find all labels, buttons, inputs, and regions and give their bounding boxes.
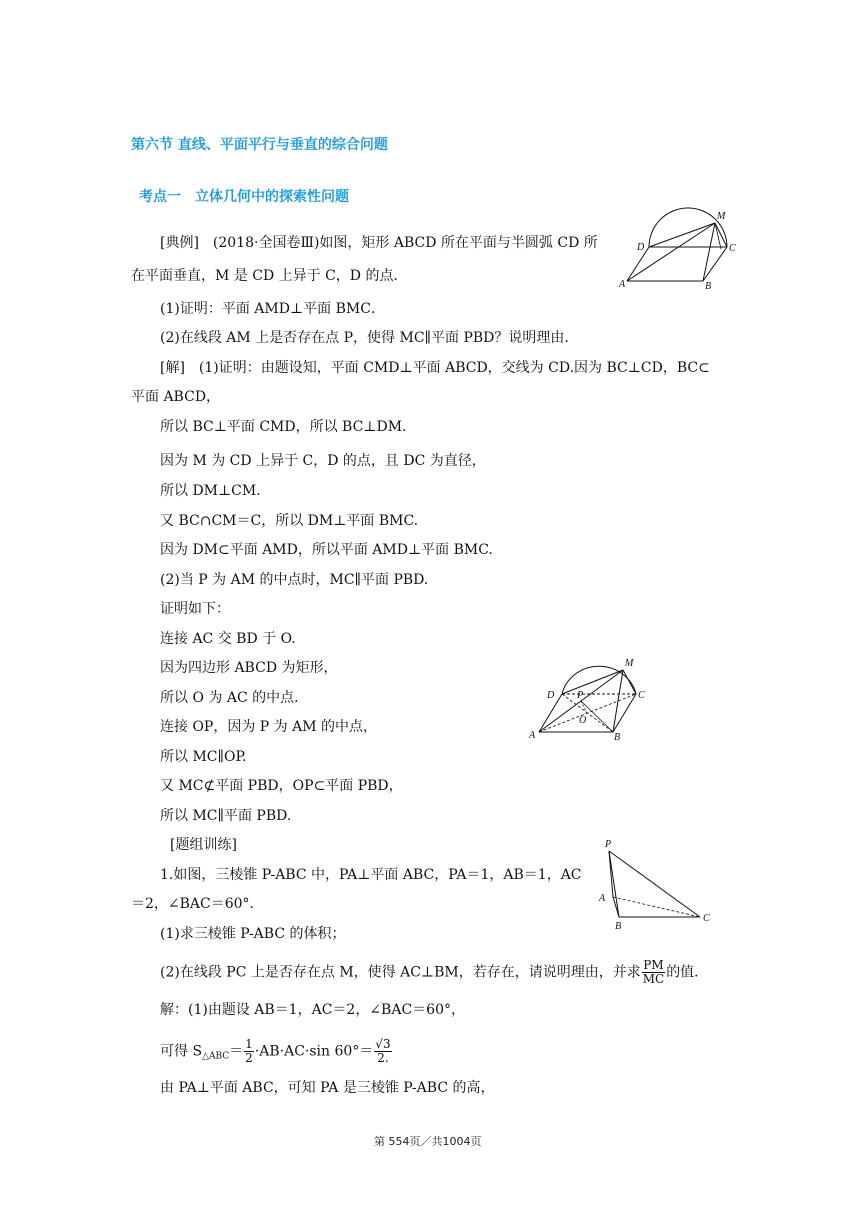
- label-a: A: [599, 893, 606, 904]
- practice-line-1: 1.如图，三棱锥 P-ABC 中，PA⊥平面 ABC，PA＝1，AB＝1，AC: [160, 867, 582, 883]
- label-c: C: [729, 243, 736, 254]
- solution-line-2: 平面 ABCD，: [131, 389, 221, 405]
- label-b: B: [614, 732, 621, 743]
- solution-line-3: 所以 BC⊥平面 CMD，所以 BC⊥DM.: [160, 419, 407, 435]
- fraction-numerator: √3: [375, 1037, 391, 1051]
- figure-semicircle-rectangle: [615, 205, 745, 295]
- fraction-denominator: 2: [245, 1051, 253, 1065]
- page-footer: 第 554页／共1004页: [374, 1135, 482, 1148]
- fraction-denominator: MC: [642, 972, 665, 986]
- solution-line-1: [解] (1)证明：由题设知，平面 CMD⊥平面 ABCD，交线为 CD.因为 BC⊥CD，BC⊂: [160, 360, 710, 376]
- answer-line-1: 解：(1)由题设 AB＝1，AC＝2，∠BAC＝60°，: [160, 1002, 465, 1018]
- solution-line-9: 证明如下：: [160, 601, 230, 617]
- fraction-numerator: 1: [245, 1037, 253, 1051]
- fraction-pm-mc: [642, 959, 665, 986]
- area-expression: ·AB·AC·sin 60°＝: [254, 1043, 374, 1060]
- fraction-root3-2: [374, 1038, 391, 1065]
- practice-heading: [题组训练]: [170, 837, 237, 853]
- solution-line-13: 连接 OP，因为 P 为 AM 的中点，: [160, 719, 378, 735]
- solution-line-12: 所以 O 为 AC 的中点．: [160, 690, 309, 706]
- practice-line-2: ＝2，∠BAC＝60°.: [131, 896, 255, 912]
- solution-line-14: 所以 MC∥OP.: [160, 749, 247, 765]
- solution-line-15: 又 MC⊄平面 PBD，OP⊂平面 PBD，: [160, 778, 403, 794]
- label-b: B: [615, 921, 622, 932]
- solution-line-7: 因为 DM⊂平面 AMD，所以平面 AMD⊥平面 BMC.: [160, 542, 493, 558]
- section-title: 第六节 直线、平面平行与垂直的综合问题: [131, 137, 388, 153]
- label-a: A: [619, 279, 626, 290]
- practice-q2: [160, 959, 708, 986]
- fraction-half: [244, 1038, 254, 1065]
- label-c: C: [703, 913, 710, 924]
- equals: ＝: [229, 1043, 244, 1060]
- label-a: A: [529, 730, 536, 741]
- label-c: C: [638, 690, 645, 701]
- figure-semicircle-with-p-o: [525, 652, 650, 744]
- practice-q2-text: (2)在线段 PC 上是否存在点 M，使得 AC⊥BM，若存在，请说明理由，并求: [160, 964, 641, 981]
- area-s: 可得 S: [160, 1043, 203, 1060]
- area-subscript: △ABC: [202, 1051, 230, 1062]
- solution-line-11: 因为四边形 ABCD 为矩形，: [160, 660, 338, 676]
- answer-line-3: 由 PA⊥平面 ABC，可知 PA 是三棱锥 P-ABC 的高，: [160, 1080, 495, 1096]
- example-line-1: [典例] (2018·全国卷Ⅲ)如图，矩形 ABCD 所在平面与半圆弧 CD 所: [160, 235, 598, 251]
- label-d: D: [547, 690, 555, 701]
- solution-line-6: 又 BC∩CM＝C，所以 DM⊥平面 BMC.: [160, 513, 419, 529]
- fraction-numerator: PM: [643, 958, 664, 972]
- subsection-title: 考点一 立体几何中的探索性问题: [139, 189, 349, 205]
- practice-q2-tail: 的值．: [666, 964, 709, 981]
- solution-line-10: 连接 AC 交 BD 于 O.: [160, 631, 296, 647]
- label-p: P: [577, 690, 584, 701]
- solution-line-4: 因为 M 为 CD 上异于 C，D 的点，且 DC 为直径，: [160, 453, 486, 469]
- answer-line-2: [160, 1038, 393, 1067]
- label-p: P: [605, 839, 612, 850]
- figure-tetrahedron: [595, 835, 720, 935]
- label-o: O: [579, 715, 587, 726]
- solution-line-8: (2)当 P 为 AM 的中点时，MC∥平面 PBD.: [160, 572, 429, 588]
- practice-q1: (1)求三棱锥 P-ABC 的体积；: [160, 926, 346, 942]
- example-line-2: 在平面垂直，M 是 CD 上异于 C，D 的点．: [131, 268, 408, 284]
- label-b: B: [705, 281, 712, 292]
- label-m: M: [717, 211, 726, 222]
- question-2: (2)在线段 AM 上是否存在点 P，使得 MC∥平面 PBD？说明理由．: [160, 330, 579, 346]
- solution-line-16: 所以 MC∥平面 PBD.: [160, 808, 292, 824]
- question-1: (1)证明：平面 AMD⊥平面 BMC．: [160, 301, 385, 317]
- fraction-denominator: 2.: [377, 1051, 389, 1065]
- label-m: M: [625, 658, 634, 669]
- solution-line-5: 所以 DM⊥CM.: [160, 483, 261, 499]
- label-d: D: [637, 242, 645, 253]
